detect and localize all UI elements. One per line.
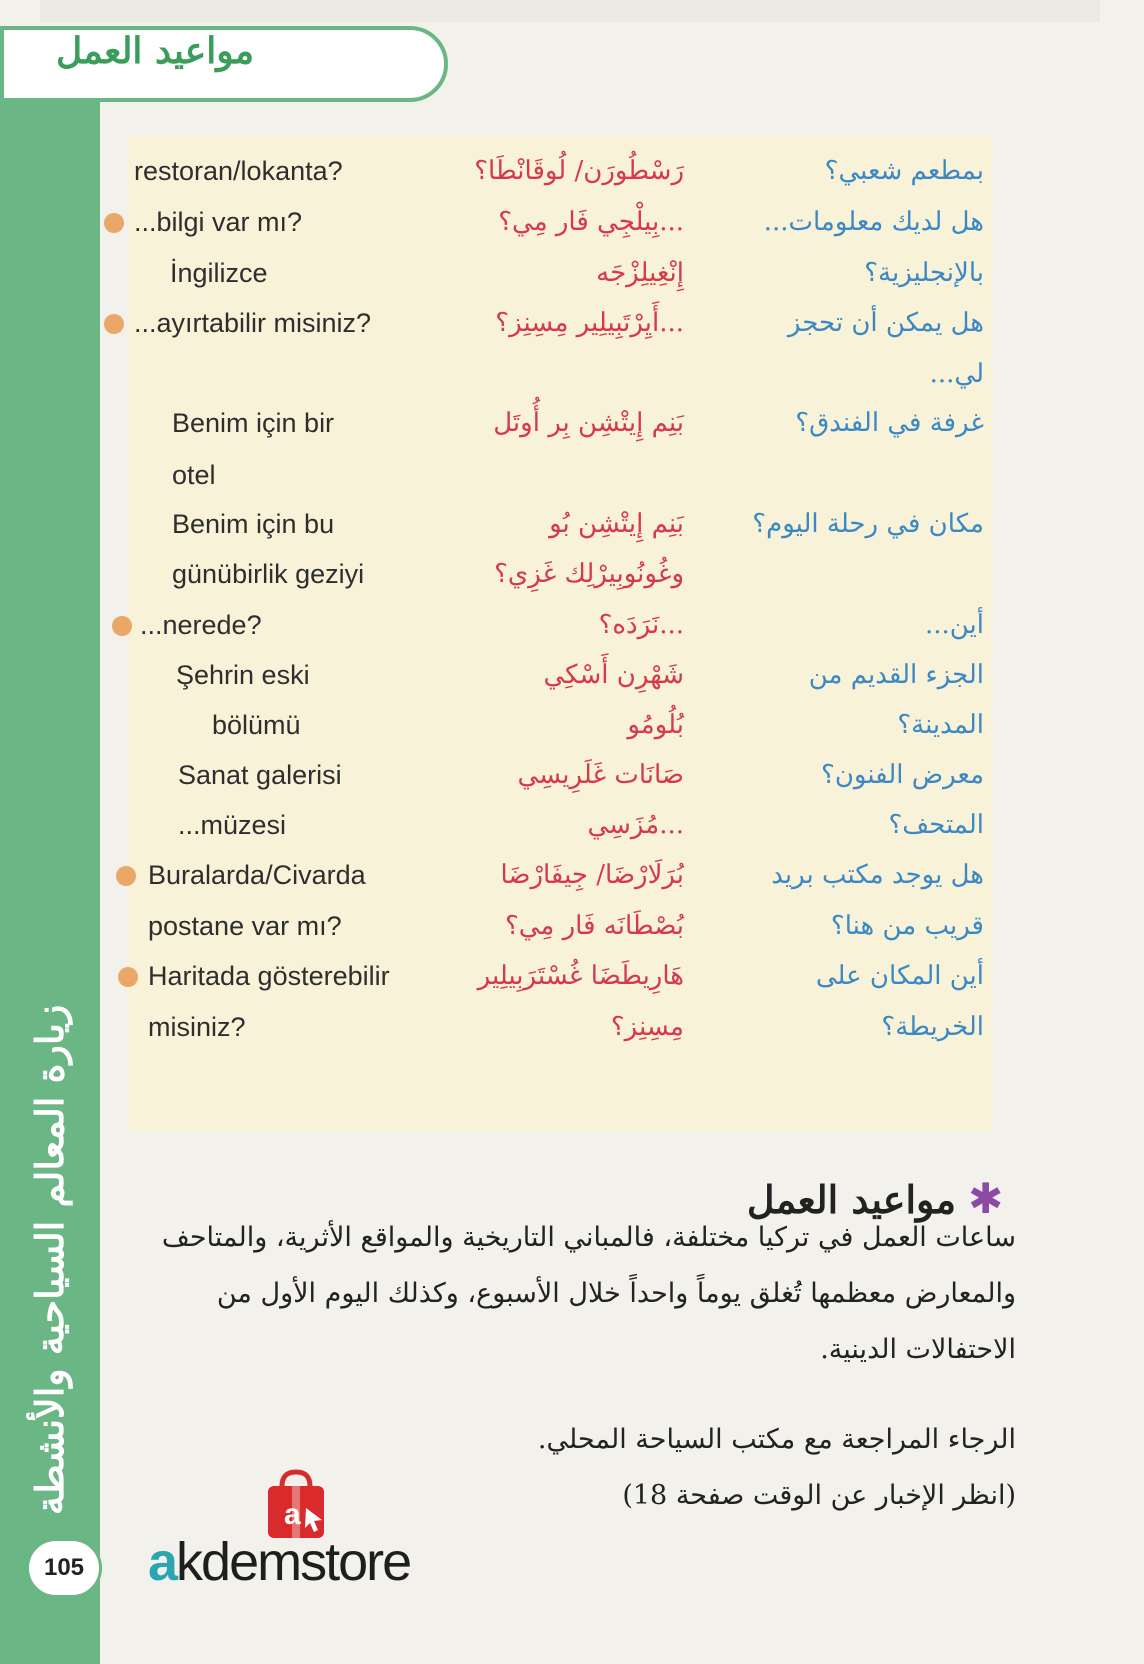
arabic-translation: هل لديك معلومات...	[763, 207, 984, 237]
arabic-translation: بالإنجليزية؟	[864, 258, 984, 288]
arabic-translation: أين المكان على	[815, 961, 984, 991]
arabic-translation: هل يمكن أن تحجز	[787, 308, 984, 338]
pronunciation: شَهْرِن أَسْكِي	[543, 660, 684, 690]
arabic-translation: الخريطة؟	[881, 1012, 984, 1042]
arabic-translation: غرفة في الفندق؟	[795, 408, 984, 438]
turkish-phrase: ...bilgi var mı?	[134, 207, 303, 237]
turkish-phrase: Benim için bu	[172, 509, 335, 539]
pronunciation: بَنِم إِيتْشِن بُو	[549, 509, 684, 539]
turkish-phrase: Haritada gösterebilir	[148, 961, 390, 991]
phrase-row	[0, 650, 1144, 700]
phrase-row	[0, 850, 1144, 900]
phrase-row	[0, 248, 1144, 298]
pronunciation: بُرَلَارْضَا/ جِيفَارْضَا	[500, 860, 684, 890]
pronunciation: بَنِم إِيتْشِن بِر أُوتَل	[493, 408, 684, 438]
header-title: مواعيد العمل	[56, 30, 255, 72]
section-line-4: الرجاء المراجعة مع مكتب السياحة المحلي.	[537, 1424, 1016, 1455]
section-line-5: (انظر الإخبار عن الوقت صفحة 18)	[622, 1480, 1016, 1511]
turkish-phrase: bölümü	[212, 710, 301, 740]
turkish-phrase: otel	[172, 460, 216, 490]
phrase-row	[0, 600, 1144, 650]
store-logo-icon	[262, 1468, 330, 1540]
bullet-dot-icon	[104, 213, 124, 233]
pronunciation: وغُونُوبِيرْلِك غَزِي؟	[494, 559, 684, 589]
turkish-phrase: ...müzesi	[178, 810, 287, 840]
phrase-row	[0, 146, 1144, 196]
section-line-3: الاحتفالات الدينية.	[820, 1334, 1016, 1365]
arabic-translation: أين...	[924, 610, 984, 640]
arabic-translation: لي...	[929, 359, 984, 389]
turkish-phrase: Şehrin eski	[176, 660, 310, 690]
logo-name: kdemstore	[176, 1532, 411, 1592]
store-logo	[148, 1532, 410, 1592]
phrase-row	[0, 549, 1144, 599]
asterisk-icon: ✱	[968, 1174, 1004, 1223]
bullet-dot-icon	[116, 866, 136, 886]
pronunciation: ...مُزَسِي	[587, 810, 684, 840]
turkish-phrase: İngilizce	[170, 258, 268, 288]
turkish-phrase: ...nerede?	[140, 610, 262, 640]
arabic-translation: بمطعم شعبي؟	[824, 156, 984, 186]
turkish-phrase: restoran/lokanta?	[134, 156, 343, 186]
pronunciation: ...نَرَدَه؟	[598, 610, 684, 640]
pronunciation: هَارِيطَضَا غُسْتَرَبِيلِير	[477, 961, 684, 991]
bullet-dot-icon	[118, 967, 138, 987]
pronunciation: ...أَيِرْتَبِيلِير مِسِنِز؟	[495, 308, 684, 338]
bullet-dot-icon	[112, 616, 132, 636]
arabic-translation: قريب من هنا؟	[830, 911, 984, 941]
phrase-row	[0, 450, 1144, 500]
phrase-row	[0, 1002, 1144, 1052]
arabic-translation: المتحف؟	[888, 810, 984, 840]
phrase-row	[0, 800, 1144, 850]
arabic-translation: المدينة؟	[897, 710, 984, 740]
logo-icon-letter: a	[284, 1498, 301, 1531]
turkish-phrase: Sanat galerisi	[178, 760, 342, 790]
phrase-row	[0, 700, 1144, 750]
section-line-2: والمعارض معظمها تُغلق يوماً واحداً خلال الأسبوع، وكذلك اليوم الأول من	[216, 1278, 1016, 1309]
chapter-title: زيارة المعالم السياحية والأنشطة	[27, 1004, 72, 1516]
top-band	[40, 0, 1100, 22]
phrase-row	[0, 349, 1144, 399]
section-title: مواعيد العمل	[746, 1177, 956, 1222]
turkish-phrase: ...ayırtabilir misiniz?	[134, 308, 372, 338]
arabic-translation: هل يوجد مكتب بريد	[771, 860, 984, 890]
phrase-row	[0, 750, 1144, 800]
phrase-row	[0, 398, 1144, 448]
section-line-1: ساعات العمل في تركيا مختلفة، فالمباني التاريخية والمواقع الأثرية، والمتاحف	[161, 1222, 1016, 1253]
phrase-row	[0, 499, 1144, 549]
phrase-row	[0, 197, 1144, 247]
turkish-phrase: postane var mı?	[148, 911, 342, 941]
logo-accent: a	[148, 1532, 177, 1592]
pronunciation: ...بِيلْجِي فَار مِي؟	[498, 207, 684, 237]
phrase-row	[0, 901, 1144, 951]
pronunciation: إِنْغِيلِزْجَه	[596, 258, 684, 288]
bullet-dot-icon	[104, 314, 124, 334]
turkish-phrase: Buralarda/Civarda	[148, 860, 366, 890]
phrase-row	[0, 298, 1144, 348]
pronunciation: بُلُومُو	[627, 710, 684, 740]
pronunciation: صَانَات غَلَرِيسِي	[517, 760, 684, 790]
turkish-phrase: günübirlik geziyi	[172, 559, 365, 589]
turkish-phrase: Benim için bir	[172, 408, 335, 438]
turkish-phrase: misiniz?	[148, 1012, 246, 1042]
pronunciation: رَسْطُورَن/ لُوقَانْطَا؟	[474, 156, 684, 186]
page-number: 105	[26, 1538, 102, 1598]
phrase-row	[0, 951, 1144, 1001]
pronunciation: مِسِنِز؟	[610, 1012, 684, 1042]
arabic-translation: الجزء القديم من	[808, 660, 984, 690]
pronunciation: بُصْطَانَه فَار مِي؟	[504, 911, 684, 941]
arabic-translation: مكان في رحلة اليوم؟	[752, 509, 984, 539]
arabic-translation: معرض الفنون؟	[821, 760, 984, 790]
